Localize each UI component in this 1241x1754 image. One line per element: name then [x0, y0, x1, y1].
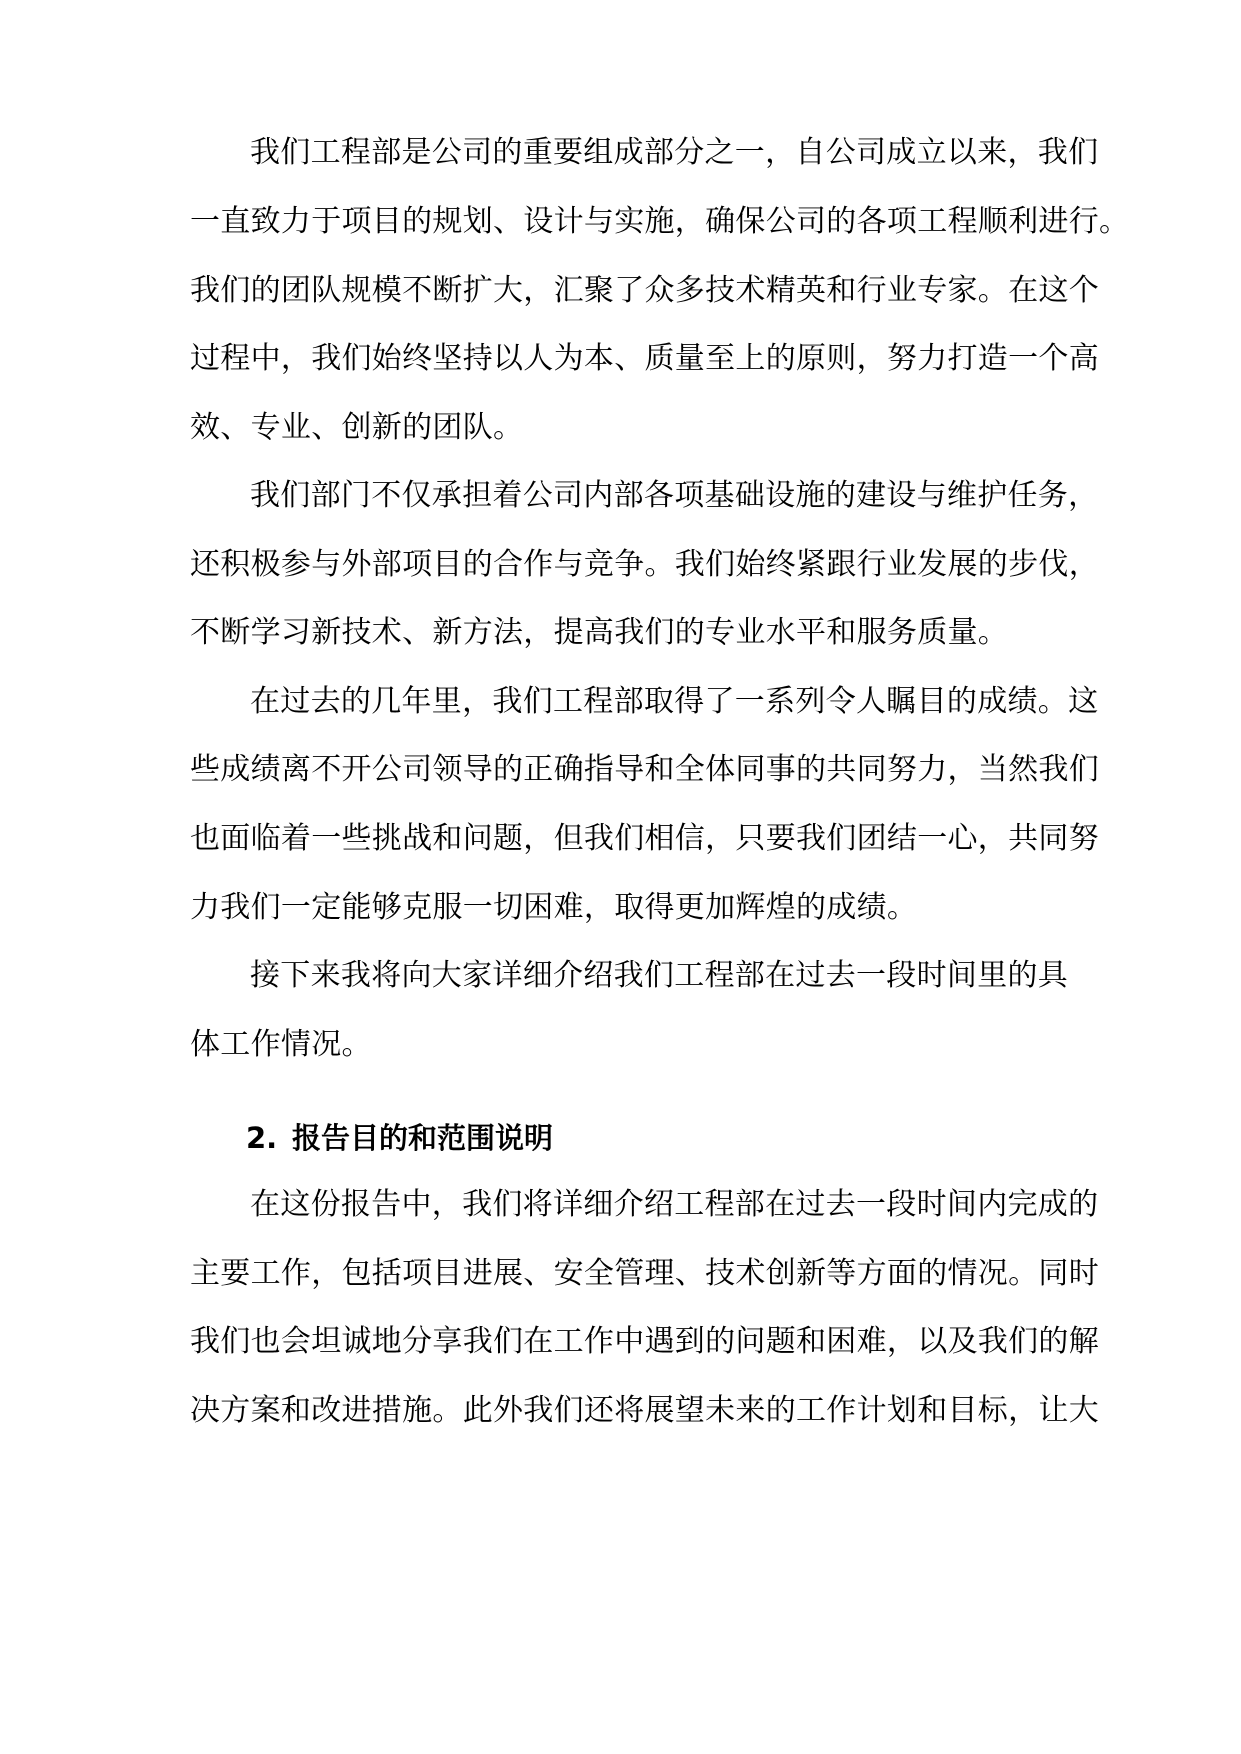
paragraph-line: 决方案和改进措施。此外我们还将展望未来的工作计划和目标，让大 [190, 1393, 1099, 1428]
paragraph-line: 效、专业、创新的团队。 [190, 410, 524, 445]
paragraph-line: 些成绩离不开公司领导的正确指导和全体同事的共同努力，当然我们 [190, 752, 1099, 787]
section-number: 2. [246, 1121, 278, 1155]
paragraph-line: 主要工作，包括项目进展、安全管理、技术创新等方面的情况。同时 [190, 1256, 1099, 1291]
paragraph-line: 体工作情况。 [190, 1027, 372, 1062]
paragraph-line: 接下来我将向大家详细介绍我们工程部在过去一段时间里的具 [250, 958, 1069, 993]
paragraph-line: 也面临着一些挑战和问题，但我们相信，只要我们团结一心，共同努 [190, 821, 1099, 856]
paragraph-line: 还积极参与外部项目的合作与竞争。我们始终紧跟行业发展的步伐， [190, 547, 1099, 582]
paragraph-line: 我们也会坦诚地分享我们在工作中遇到的问题和困难，以及我们的解 [190, 1324, 1099, 1359]
paragraph-line: 一直致力于项目的规划、设计与实施，确保公司的各项工程顺利进行。 [190, 204, 1130, 239]
section-heading [246, 1118, 1046, 1158]
paragraph-line: 我们的团队规模不断扩大，汇聚了众多技术精英和行业专家。在这个 [190, 273, 1099, 308]
paragraph-line: 我们工程部是公司的重要组成部分之一，自公司成立以来，我们 [250, 135, 1099, 170]
paragraph-line: 过程中，我们始终坚持以人为本、质量至上的原则，努力打造一个高 [190, 341, 1099, 376]
paragraph-line: 在这份报告中，我们将详细介绍工程部在过去一段时间内完成的 [250, 1187, 1099, 1222]
section-title: 报告目的和范围说明 [292, 1121, 554, 1155]
paragraph-line: 不断学习新技术、新方法，提高我们的专业水平和服务质量。 [190, 615, 1009, 650]
paragraph-line: 在过去的几年里，我们工程部取得了一系列令人瞩目的成绩。这 [250, 684, 1099, 719]
paragraph-line: 力我们一定能够克服一切困难，取得更加辉煌的成绩。 [190, 890, 918, 925]
paragraph-line: 我们部门不仅承担着公司内部各项基础设施的建设与维护任务， [250, 478, 1099, 513]
